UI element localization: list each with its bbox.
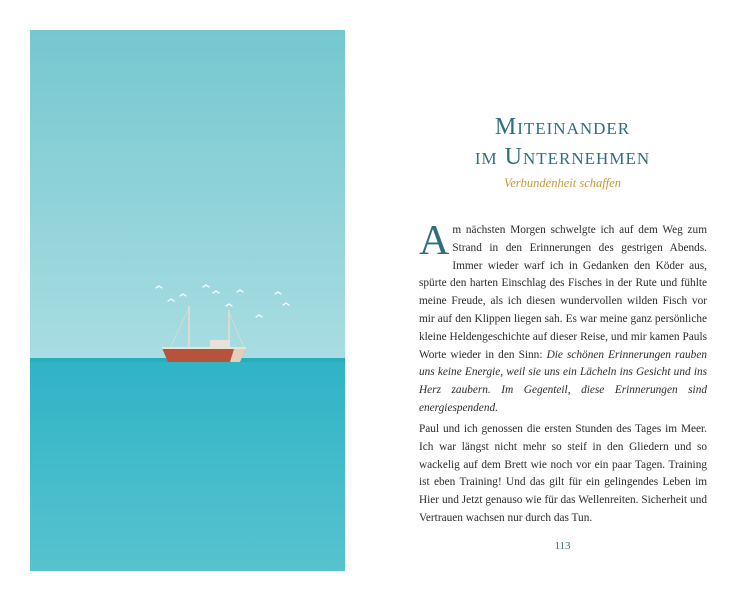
paragraph-1	[419, 218, 707, 418]
paragraph-1-regular-text: m nächsten Morgen schwelgte ich auf dem Weg zum Strand in den Erinnerungen des gestrigen Abends. Immer wieder warf ich in Gedanken den Köder aus, spürte den harten Einschlag des Fisches in der Rute und fühlte meine Freude, als ich diesen wundervollen wilden Fisch vor mir auf den Klippen liegen sah. Es war meine ganz persönliche kleine Heldengeschichte auf dieser Reise, und mir kamen Pauls Worte wieder in den Sinn:	[419, 224, 707, 361]
sky	[30, 30, 345, 358]
paragraph-2: Paul und ich genossen die ersten Stunden des Tages im Meer. Ich war längst nicht mehr so steif in den Gliedern und so wackelig auf dem Brett wie noch vor ein paar Tagen. Training ist eben Training! Und das gilt für ein gelingendes Leben im Hier und Jetzt genauso wie für das Wellenreiten. Sicherheit und Vertrauen wachsen nur durch das Tun.	[419, 423, 707, 524]
chapter-title-line-1: Miteinander	[494, 114, 631, 140]
right-page	[375, 0, 750, 600]
chapter-title-line-2: im Unternehmen	[474, 144, 651, 170]
sea	[30, 358, 345, 571]
paragraph-1-italic-quote: Die schönen Erinnerungen rauben uns keine Energie, weil sie uns ein Lächeln ins Gesicht und ins Herz zaubern. Im Gegenteil, diese Erinnerungen sind energiespendend.	[419, 348, 707, 414]
page-number: 113	[554, 540, 571, 552]
chapter-subtitle: Verbundenheit schaffen	[504, 176, 621, 190]
drop-cap: A	[419, 218, 450, 264]
sea-illustration	[30, 30, 345, 571]
